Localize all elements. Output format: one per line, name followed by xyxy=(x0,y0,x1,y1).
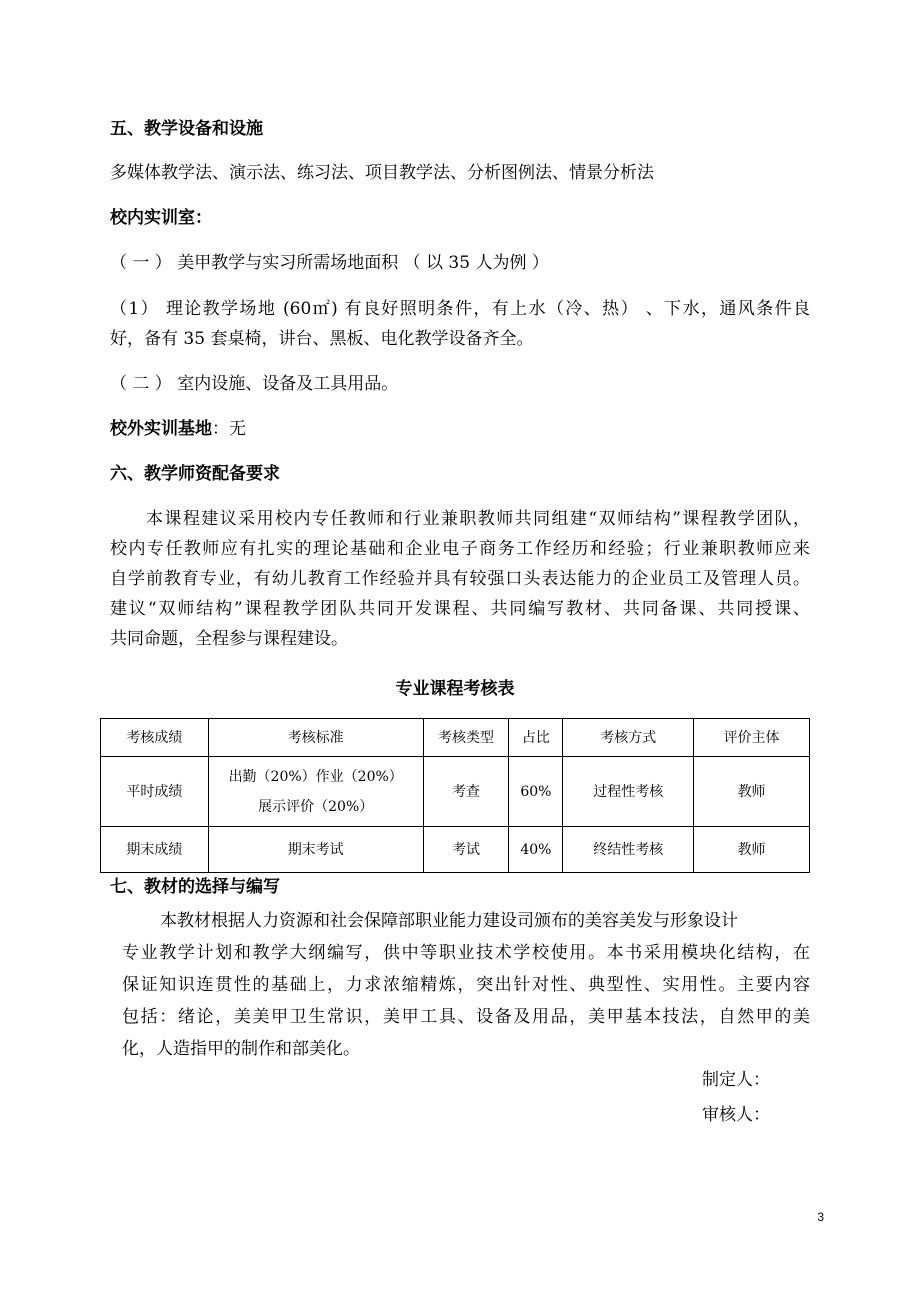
table-cell-standard: 期末考试 xyxy=(208,827,423,873)
section-7-para-line: 本教材根据人力资源和社会保障部职业能力建设司颁布的美容美发与形象设计 xyxy=(160,911,738,931)
section-6-heading: 六、教学师资配备要求 xyxy=(110,464,280,484)
section-7-para-line: 保证知识连贯性的基础上，力求浓缩精炼，突出针对性、典型性、实用性。主要内容 xyxy=(122,975,810,995)
table-header-cell: 考核方式 xyxy=(563,719,694,757)
table-cell-type: 考查 xyxy=(423,757,509,827)
table-cell-grade: 期末成绩 xyxy=(101,827,209,873)
section-6-para-line: 建议“双师结构”课程教学团队共同开发课程、共同编写教材、共同备课、共同授课、 xyxy=(110,599,810,619)
section-5-heading: 五、教学设备和设施 xyxy=(110,119,263,139)
table-header-row xyxy=(101,719,810,757)
table-header-cell: 占比 xyxy=(509,719,563,757)
table-row xyxy=(101,757,810,827)
table-cell-ratio: 40% xyxy=(509,827,563,873)
standard-line: 展示评价（20%） xyxy=(258,798,374,815)
section-6-para-line: 本课程建议采用校内专任教师和行业兼职教师共同组建“双师结构”课程教学团队， xyxy=(146,509,810,529)
table-cell-evaluator: 教师 xyxy=(694,827,810,873)
section-7-para-line: 包括：绪论，美美甲卫生常识，美甲工具、设备及用品，美甲基本技法，自然甲的美 xyxy=(122,1007,810,1027)
section-6-para-line: 校内专任教师应有扎实的理论基础和企业电子商务工作经历和经验；行业兼职教师应来 xyxy=(110,539,810,559)
sub-item-1-line-1: （1） 理论教学场地 (60㎡) 有良好照明条件，有上水（冷、热） 、下水，通风条件良 xyxy=(110,299,810,319)
teaching-methods: 多媒体教学法、演示法、练习法、项目教学法、分析图例法、情景分析法 xyxy=(110,163,654,183)
reviewer-label: 审核人： xyxy=(702,1105,770,1125)
table-cell-ratio: 60% xyxy=(509,757,563,827)
table-cell-standard xyxy=(208,757,423,827)
table-cell-type: 考试 xyxy=(423,827,509,873)
sub-item-1-line-2: 好，备有 35 套桌椅，讲台、黑板、电化教学设备齐全。 xyxy=(110,329,534,349)
section-6-para-line: 自学前教育专业，有幼儿教育工作经验并具有较强口头表达能力的企业员工及管理人员。 xyxy=(110,569,810,589)
table-cell-evaluator: 教师 xyxy=(694,757,810,827)
offcampus-label: 校外实训基地 xyxy=(110,419,212,439)
standard-line: 出勤（20%）作业（20%） xyxy=(228,768,403,785)
table-cell-method: 终结性考核 xyxy=(563,827,694,873)
assessment-table xyxy=(100,718,810,873)
author-label: 制定人： xyxy=(702,1070,770,1090)
oncampus-training-label: 校内实训室： xyxy=(110,208,212,228)
table-caption: 专业课程考核表 xyxy=(395,679,515,699)
section-6-para-line: 共同命题，全程参与课程建设。 xyxy=(110,629,348,649)
table-cell-grade: 平时成绩 xyxy=(101,757,209,827)
table-header-cell: 考核类型 xyxy=(423,719,509,757)
item-1: （ 一 ） 美甲教学与实习所需场地面积 （ 以 35 人为例 ） xyxy=(110,253,549,273)
offcampus-value: ：无 xyxy=(212,419,246,439)
item-2: （ 二 ） 室内设施、设备及工具用品。 xyxy=(110,374,399,394)
offcampus-training xyxy=(110,418,246,440)
table-header-cell: 考核成绩 xyxy=(101,719,209,757)
section-7-heading: 七、教材的选择与编写 xyxy=(110,877,280,897)
section-7-para-line: 专业教学计划和教学大纲编写，供中等职业技术学校使用。本书采用模块化结构，在 xyxy=(122,943,810,963)
section-7-para-line: 化，人造指甲的制作和部美化。 xyxy=(122,1039,360,1059)
table-cell-method: 过程性考核 xyxy=(563,757,694,827)
table-header-cell: 考核标准 xyxy=(208,719,423,757)
page-number: 3 xyxy=(817,1210,824,1224)
table-header-cell: 评价主体 xyxy=(694,719,810,757)
table-row xyxy=(101,827,810,873)
